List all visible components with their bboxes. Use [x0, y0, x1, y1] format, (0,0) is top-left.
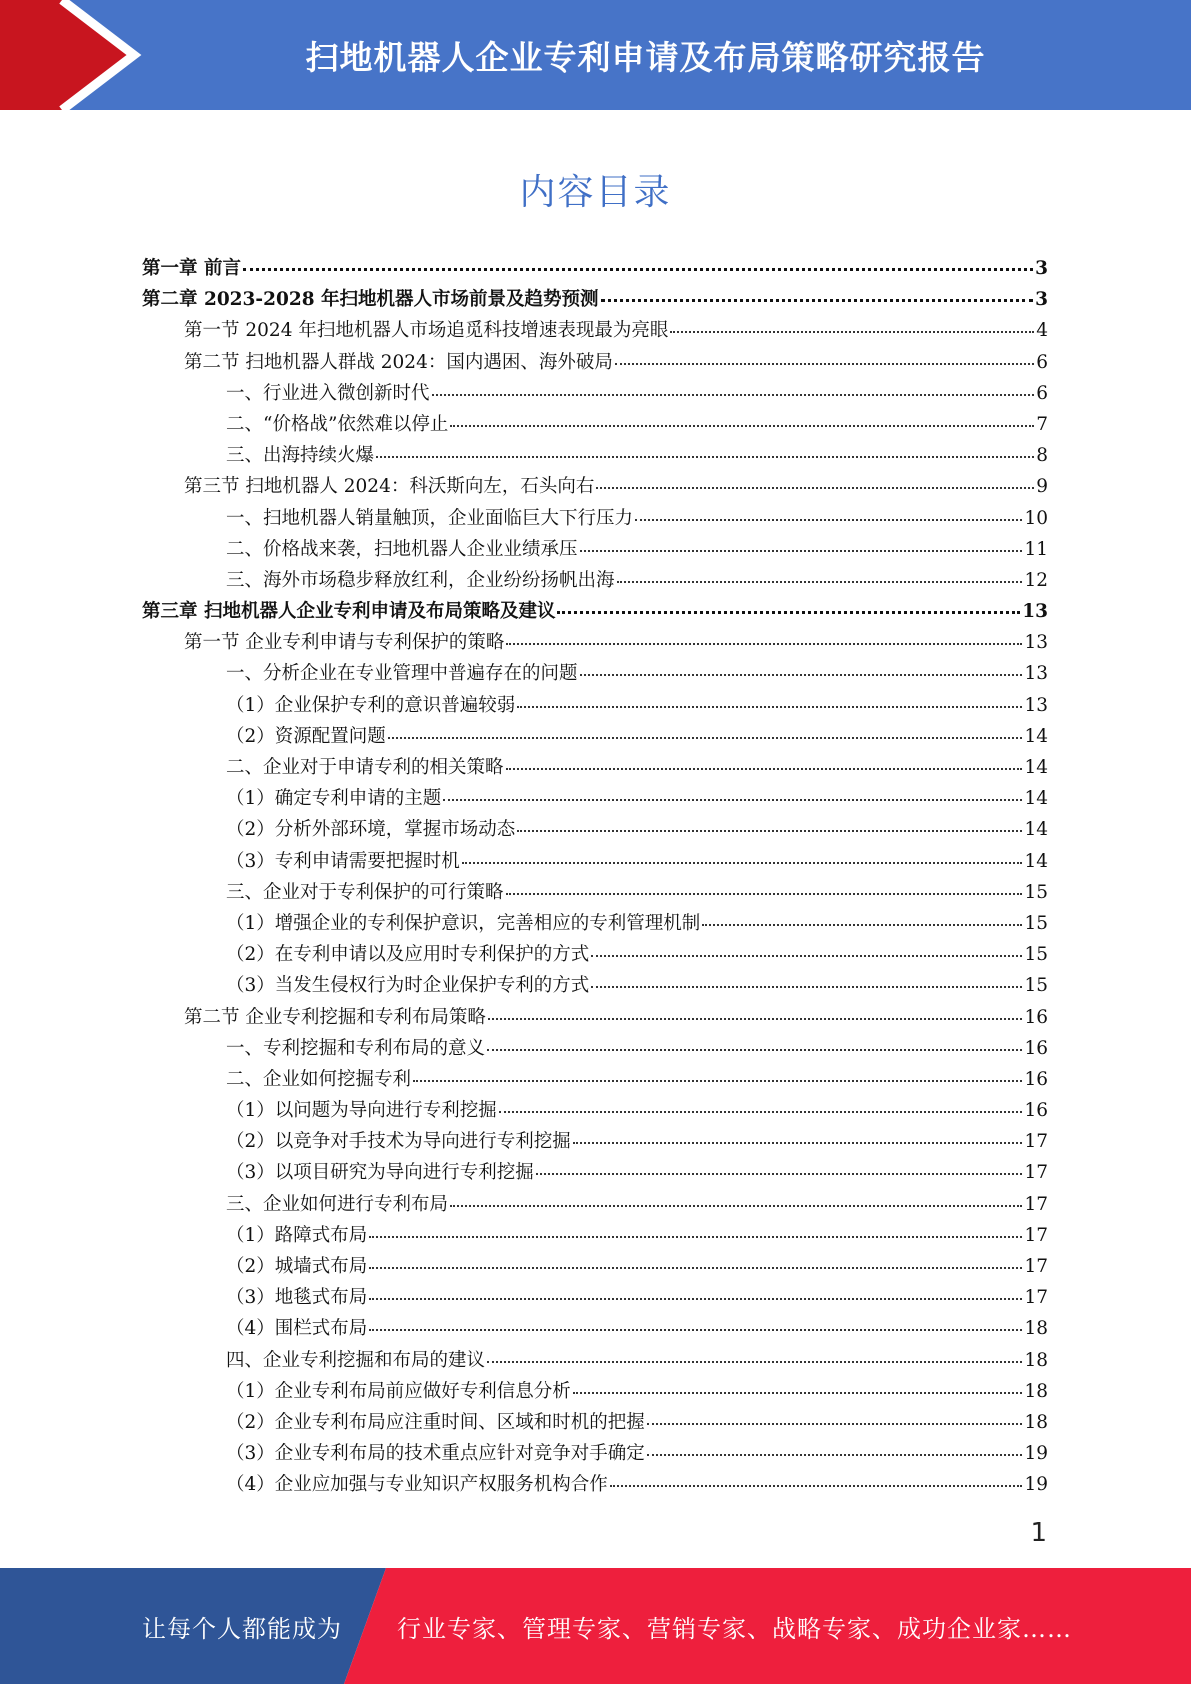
- toc-entry-page: 6: [1036, 382, 1048, 404]
- toc-dot-leader: [591, 985, 1022, 988]
- toc-dot-leader: [536, 1172, 1023, 1175]
- toc-dot-leader: [488, 1017, 1023, 1020]
- toc-entry[interactable]: [142, 440, 1048, 471]
- toc-dot-leader: [580, 549, 1023, 552]
- toc-dot-leader: [450, 424, 1034, 427]
- toc-entry-page: 13: [1022, 601, 1048, 623]
- toc-entry-page: 17: [1024, 1256, 1048, 1277]
- toc-entry-label: （2）企业专利布局应注重时间、区域和时机的把握: [226, 1411, 645, 1433]
- toc-entry-label: 第一章 前言: [142, 258, 241, 279]
- toc-entry[interactable]: [142, 284, 1048, 315]
- toc-entry[interactable]: [142, 315, 1048, 346]
- toc-entry-label: （3）专利申请需要把握时机: [226, 850, 460, 872]
- toc-entry[interactable]: [142, 846, 1048, 877]
- toc-dot-leader: [670, 330, 1034, 333]
- toc-entry-page: 13: [1024, 694, 1048, 716]
- toc-entry-page: 14: [1024, 850, 1048, 872]
- toc-entry[interactable]: [142, 1126, 1048, 1157]
- toc-dot-leader: [596, 486, 1034, 489]
- toc-entry[interactable]: [142, 970, 1048, 1001]
- toc-entry-page: 18: [1024, 1349, 1048, 1371]
- toc-entry-page: 15: [1024, 912, 1048, 934]
- toc-entry-label: （1）确定专利申请的主题: [226, 788, 442, 810]
- toc-dot-leader: [506, 767, 1023, 770]
- toc-dot-leader: [243, 267, 1033, 271]
- toc-entry[interactable]: [142, 409, 1048, 440]
- toc-dot-leader: [635, 518, 1022, 521]
- toc-entry-page: 4: [1036, 320, 1048, 342]
- toc-entry-label: 二、企业如何挖掘专利: [226, 1068, 412, 1090]
- toc-entry[interactable]: [142, 253, 1048, 284]
- toc-dot-leader: [388, 736, 1023, 739]
- toc-dot-leader: [499, 1110, 1023, 1113]
- page-number: 1: [1030, 1518, 1047, 1548]
- toc-dot-leader: [647, 1453, 1023, 1456]
- toc-entry-label: （1）增强企业的专利保护意识，完善相应的专利管理机制: [226, 912, 701, 934]
- toc-entry-label: （2）分析外部环境，掌握市场动态: [226, 819, 516, 841]
- toc-entry-label: 第一节 企业专利申请与专利保护的策略: [184, 632, 505, 654]
- toc-entry-page: 17: [1024, 1131, 1048, 1153]
- toc-entry[interactable]: [142, 814, 1048, 845]
- toc-entry[interactable]: [142, 752, 1048, 783]
- toc-entry[interactable]: [142, 658, 1048, 689]
- toc-dot-leader: [517, 705, 1022, 708]
- toc-dot-leader: [413, 1079, 1022, 1082]
- toc-entry-label: 第三章 扫地机器人企业专利申请及布局策略及建议: [142, 601, 556, 623]
- toc-dot-leader: [580, 673, 1023, 676]
- toc-entry-page: 11: [1024, 538, 1048, 560]
- toc-entry-label: （1）企业专利布局前应做好专利信息分析: [226, 1380, 571, 1402]
- toc-entry-label: （3）以项目研究为导向进行专利挖掘: [226, 1162, 534, 1184]
- toc-entry[interactable]: [142, 1095, 1048, 1126]
- footer-band: [0, 1568, 1191, 1684]
- toc-entry[interactable]: [142, 721, 1048, 752]
- toc-entry-page: 14: [1024, 725, 1048, 747]
- toc-entry-page: 3: [1035, 258, 1048, 279]
- toc-entry-page: 18: [1024, 1318, 1048, 1340]
- toc-entry-page: 15: [1024, 944, 1048, 966]
- toc-dot-leader: [610, 1484, 1023, 1487]
- toc-dot-leader: [601, 298, 1034, 302]
- toc-entry[interactable]: [142, 690, 1048, 721]
- toc-entry[interactable]: [142, 1407, 1048, 1438]
- toc-entry[interactable]: [142, 877, 1048, 908]
- toc-entry[interactable]: [142, 471, 1048, 502]
- toc-entry-page: 18: [1024, 1411, 1048, 1433]
- toc-entry[interactable]: [142, 908, 1048, 939]
- toc-entry-page: 16: [1024, 1006, 1048, 1028]
- toc-entry-label: （1）以问题为导向进行专利挖掘: [226, 1100, 497, 1122]
- toc-entry-label: 二、价格战来袭，扫地机器人企业业绩承压: [226, 538, 578, 560]
- toc-dot-leader: [432, 393, 1035, 396]
- toc-dot-leader: [517, 829, 1022, 832]
- toc-entry-page: 17: [1024, 1162, 1048, 1184]
- toc-entry[interactable]: [142, 596, 1048, 627]
- toc-entry-page: 13: [1024, 663, 1048, 685]
- toc-dot-leader: [617, 580, 1023, 583]
- toc-entry-label: （3）地毯式布局: [226, 1287, 368, 1309]
- toc-entry[interactable]: [142, 378, 1048, 409]
- toc-entry[interactable]: [142, 1220, 1048, 1251]
- toc-entry-page: 3: [1035, 289, 1048, 311]
- report-title: 扫地机器人企业专利申请及布局策略研究报告: [305, 37, 986, 77]
- toc-entry[interactable]: [142, 1157, 1048, 1188]
- toc-entry[interactable]: [142, 534, 1048, 565]
- toc-entry-label: 二、企业对于申请专利的相关策略: [226, 757, 504, 778]
- toc-entry[interactable]: [142, 1345, 1048, 1376]
- toc-entry-page: 7: [1036, 413, 1048, 435]
- footer-slogan-right: 行业专家、管理专家、营销专家、战略专家、成功企业家……: [397, 1614, 1072, 1643]
- toc-entry-page: 17: [1024, 1224, 1048, 1246]
- toc-dot-leader: [462, 861, 1023, 864]
- toc-entry-label: （4）围栏式布局: [226, 1318, 368, 1340]
- toc-entry-page: 9: [1036, 476, 1048, 498]
- toc-entry-page: 19: [1024, 1474, 1048, 1496]
- toc-entry[interactable]: [142, 1469, 1048, 1500]
- toc-entry-label: （3）企业专利布局的技术重点应针对竞争对手确定: [226, 1443, 645, 1465]
- footer-slogan-left: 让每个人都能成为: [142, 1614, 342, 1643]
- toc-entry-label: 第二节 扫地机器人群战 2024：国内遇困、海外破局: [184, 351, 613, 373]
- toc-entry-page: 15: [1024, 975, 1048, 997]
- toc-entry[interactable]: [142, 1189, 1048, 1220]
- toc-entry-page: 16: [1024, 1037, 1048, 1059]
- toc-title: 内容目录: [519, 172, 672, 213]
- toc-entry-page: 17: [1024, 1193, 1048, 1215]
- toc-dot-leader: [487, 1048, 1022, 1051]
- toc-entry[interactable]: [142, 783, 1048, 814]
- toc-entry[interactable]: [142, 503, 1048, 534]
- toc-entry-page: 16: [1024, 1100, 1048, 1122]
- toc-entry-page: 15: [1024, 881, 1048, 903]
- toc-dot-leader: [376, 455, 1034, 458]
- toc-entry-label: 一、行业进入微创新时代: [226, 382, 430, 404]
- toc-entry-label: 第二章 2023-2028 年扫地机器人市场前景及趋势预测: [142, 289, 599, 311]
- toc-entry[interactable]: [142, 1002, 1048, 1033]
- toc-dot-leader: [369, 1266, 1022, 1269]
- toc-dot-leader: [557, 610, 1020, 614]
- toc-dot-leader: [369, 1235, 1022, 1238]
- toc-dot-leader: [506, 642, 1022, 645]
- toc-entry-label: （1）路障式布局: [226, 1224, 368, 1246]
- toc-entry-page: 6: [1036, 351, 1048, 373]
- toc-entry[interactable]: [142, 1438, 1048, 1469]
- toc-entry-label: 四、企业专利挖掘和布局的建议: [226, 1349, 486, 1371]
- toc-entry-page: 8: [1036, 445, 1048, 467]
- toc-entry-label: 三、企业如何进行专利布局: [226, 1193, 449, 1215]
- toc-dot-leader: [702, 923, 1022, 926]
- toc-dot-leader: [506, 892, 1023, 895]
- header-arrow-decoration: [0, 0, 160, 110]
- toc-dot-leader: [573, 1141, 1023, 1144]
- toc-dot-leader: [647, 1422, 1023, 1425]
- toc-entry[interactable]: [142, 1251, 1048, 1282]
- toc-entry-page: 14: [1024, 788, 1048, 810]
- toc-entry-label: 三、海外市场稳步释放红利，企业纷纷扬帆出海: [226, 569, 615, 591]
- toc-dot-leader: [369, 1297, 1022, 1300]
- toc-entry-label: 二、“价格战”依然难以停止: [226, 413, 449, 435]
- toc-entry-label: （3）当发生侵权行为时企业保护专利的方式: [226, 975, 590, 997]
- toc-dot-leader: [487, 1360, 1022, 1363]
- toc-entry-label: 三、出海持续火爆: [226, 445, 375, 467]
- toc-entry[interactable]: [142, 1313, 1048, 1344]
- toc-entry-page: 13: [1024, 632, 1048, 654]
- toc-entry-label: 第一节 2024 年扫地机器人市场追觅科技增速表现最为亮眼: [184, 320, 669, 342]
- toc-entry-page: 14: [1024, 819, 1048, 841]
- toc-entry[interactable]: [142, 565, 1048, 596]
- toc-entry[interactable]: [142, 627, 1048, 658]
- toc-entry-page: 14: [1024, 757, 1048, 778]
- toc-entry-label: 一、扫地机器人销量触顶，企业面临巨大下行压力: [226, 507, 634, 529]
- toc-dot-leader: [573, 1391, 1023, 1394]
- header-band: [0, 0, 1191, 110]
- toc-entry-label: （1）企业保护专利的意识普遍较弱: [226, 694, 516, 716]
- toc-entry-label: （2）城墙式布局: [226, 1256, 368, 1277]
- toc-entry-label: 第二节 企业专利挖掘和专利布局策略: [184, 1006, 486, 1028]
- toc-entry-label: （4）企业应加强与专业知识产权服务机构合作: [226, 1474, 608, 1496]
- toc-entry-page: 19: [1024, 1443, 1048, 1465]
- toc-list: [142, 253, 1048, 1501]
- toc-entry-page: 12: [1024, 569, 1048, 591]
- toc-entry-page: 10: [1024, 507, 1048, 529]
- toc-entry[interactable]: [142, 939, 1048, 970]
- toc-entry[interactable]: [142, 1282, 1048, 1313]
- toc-entry-page: 18: [1024, 1380, 1048, 1402]
- toc-entry-label: （2）以竞争对手技术为导向进行专利挖掘: [226, 1131, 571, 1153]
- toc-entry[interactable]: [142, 1033, 1048, 1064]
- toc-entry-label: 一、分析企业在专业管理中普遍存在的问题: [226, 663, 578, 685]
- toc-entry-page: 16: [1024, 1068, 1048, 1090]
- toc-entry[interactable]: [142, 1064, 1048, 1095]
- toc-entry-label: 三、企业对于专利保护的可行策略: [226, 881, 504, 903]
- toc-dot-leader: [443, 798, 1022, 801]
- toc-entry-label: （2）在专利申请以及应用时专利保护的方式: [226, 944, 590, 966]
- toc-entry[interactable]: [142, 347, 1048, 378]
- toc-entry[interactable]: [142, 1376, 1048, 1407]
- toc-entry-label: （2）资源配置问题: [226, 725, 386, 747]
- toc-dot-leader: [591, 954, 1022, 957]
- toc-entry-label: 第三节 扫地机器人 2024：科沃斯向左，石头向右: [184, 476, 595, 498]
- toc-dot-leader: [615, 362, 1034, 365]
- toc-entry-label: 一、专利挖掘和专利布局的意义: [226, 1037, 486, 1059]
- toc-entry-page: 17: [1024, 1287, 1048, 1309]
- toc-dot-leader: [369, 1328, 1022, 1331]
- toc-dot-leader: [450, 1204, 1022, 1207]
